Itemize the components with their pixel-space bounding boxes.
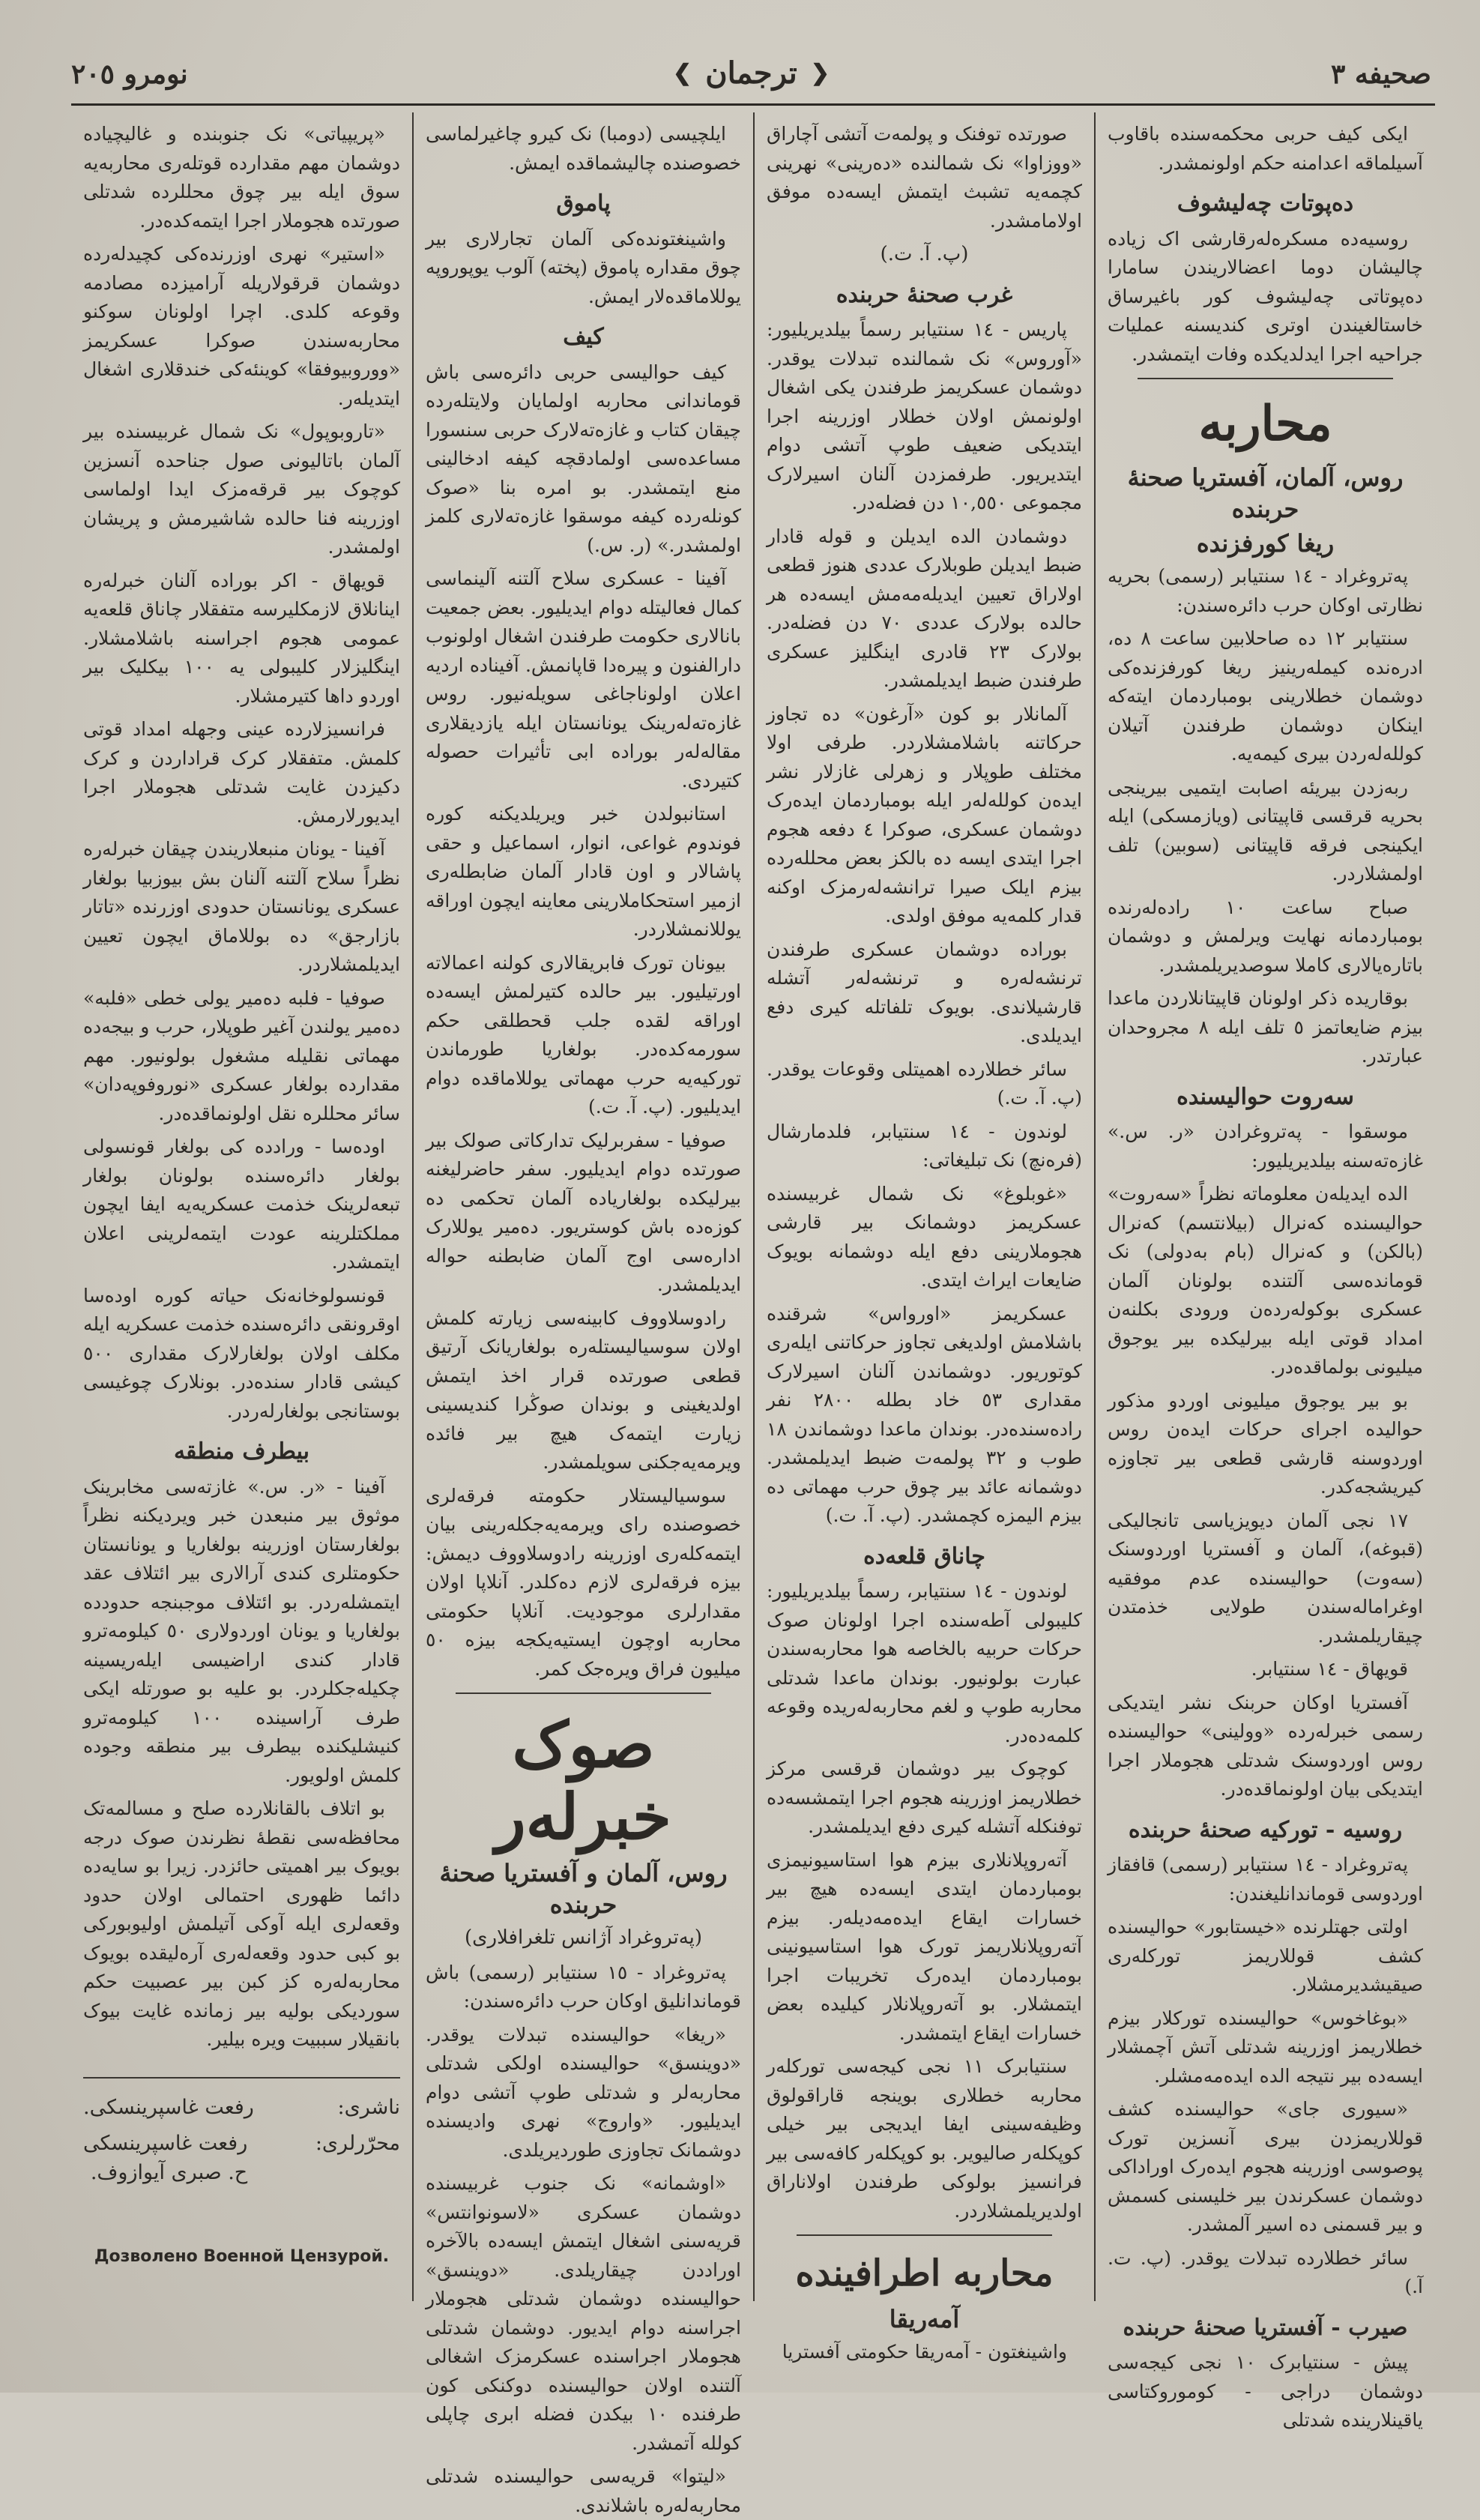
editor-1: رفعت غاسپرینسکی xyxy=(83,2132,248,2155)
paragraph: بوراده دوشمان عسکری طرفندن ترنشەلەرە و ترنشەلەر آتشلە قارشیلاندی. بویوک تلفاتلە کیری دفع ایدیلدی. xyxy=(767,938,1082,1046)
section-heading: چاناق قلعەدە xyxy=(863,1543,985,1570)
page-label: صحیفه ٣ xyxy=(1330,58,1431,90)
subheading: روس، آلمان، آفستریا صحنهٔ حربنده xyxy=(1127,463,1404,523)
editor-2: ح. صبری آیوازوف. xyxy=(90,2160,248,2184)
paragraph: استانبولدن خبر ویریلدیکنە کورە فوندوم غواعی، انوار، اسماعیل و حقی پاشالار و اون قادار آلمان ضابطلەری ازمیر استحکاملارینی معاینە ایچون اوراقە یوللانمشلاردر. xyxy=(426,803,741,940)
paragraph: پەتروغراد - ١٤ سنتیابر (رسمی) بحریە نظارتی اوکان حرب دائرەسندن: xyxy=(1108,565,1423,616)
paragraph: «ریغا» حوالیسندە تبدلات یوقدر. «دوینسق» حوالیسندە اولکی شدتلی محاربەلر و شدتلی طوپ آتشی دوام ایدیلیور. «واروج» نهری وادیسندە دوشمانک تجاوزی طوردیریلدی. xyxy=(426,2023,741,2161)
subheading: روس، آلمان و آفستریا صحنهٔ حربنده xyxy=(439,1859,728,1919)
section-heading: کیف xyxy=(563,324,604,350)
paragraph: بوقاریدە ذکر اولونان قاپیتانلاردن ماعدا بیزم ضایعاتمز ٥ تلف ایلە ٨ مجروحدان عبارتدر. xyxy=(1108,987,1423,1067)
columns xyxy=(71,112,1435,2516)
paragraph: پەتروغراد - ١٥ سنتیابر (رسمی) باش قوماندانلیق اوکان حرب دائرەسندن: xyxy=(426,1961,741,2012)
paragraph: دوشمادن الدە ایدیلن و قولە قادار ضبط ایدیلن طوبلارک عددی هنوز قطعی اولاراق تعیین ایدیلەمەمش ایسەدە هر حالدە بولارک عددی ٧٠ دن فضلەدر. بولارک ٢٣ قادری اینگلیز عسکری طرفندن ضبط ایدیلمشدر. xyxy=(767,525,1083,691)
paragraph: «اوشمانە» نک جنوب غربیسندە دوشمان عسکری «لاسونوانتس» قریەسنی اشغال ایتمش ایسەدە بالآخرە اوراددن چیقاریلدی. «دوینسق» حوالیسندە دوشمان شدتلی هجوملار اجراسنە دوام ایدیور. دوشمان شدتلی هجوملار اجراسندە عسکرمزک اشغالی آلتندە اولان حوالیسندە دوکنکی کون طرفندە ١٠ بیکدن فضلە ابری چاپلی کوللە آتمشدر. xyxy=(426,2172,742,2454)
section-heading: بیطرف منطقه xyxy=(173,1438,310,1465)
divider xyxy=(1138,378,1393,379)
paragraph: سائر خطلاردە تبدلات یوقدر. (پ. ت. آ.) xyxy=(1108,2246,1423,2297)
publisher-row xyxy=(83,2094,400,2123)
section-title: محاربه xyxy=(1198,396,1332,452)
masthead xyxy=(71,52,1431,105)
paragraph: پەتروغراد - ١٤ سنتیابر (رسمی) قافقاز اوردوسی قوماندانلیغندن: xyxy=(1108,1854,1423,1905)
masthead-rule xyxy=(71,103,1435,106)
paragraph: سنتیابرک ١١ نجی کیجەسی تورکلەر محاربە خطلاری بوینجە قاراقولوق وظیفەسینی ایفا ایدیجی بیر خیلی کوپکلەر صالیویر. بو کوپکلەر کافەسی بیر فرانسیز بولوکی طرفندن اولاناراق اولدیریلمشلاردر. xyxy=(767,2055,1082,2222)
section-title: محاربه اطرافینده xyxy=(795,2252,1054,2294)
paragraph: آتەروپلانلاری بیزم هوا استاسیونیمزی بومباردمان ایتدی ایسەدە هیچ بیر خسارات ایقاع ایدەمەدیلەر. بیزم آتەروپلانلاریمز تورک هوا استاسیونینی بومباردمان ایدەرک تخریبات اجرا ایتمشلار. بو آتەروپلانلار کیلیدە بعض خسارات ایقاع ایتمشدر. xyxy=(767,1848,1082,2044)
paragraph: «پریپیاتی» نک جنوبندە و غالیچیادە دوشمان مهم مقداردە قوتلەری محاربەیە سوق ایلە بیر چوق محللردە شدتلی صورتدە هجوملار اجرا ایتمەکدەدر. xyxy=(83,123,400,232)
paragraph: رادوسلاووف کابینەسی زیارتە کلمش اولان سوسیالیستلەرە بولغاریانک آرتیق قطعی صورتدە قرار اخذ ایتمش اولدیغینی و بوندان صوڭرا کندیسینی زیارت ایتمەک هیچ بیر فائدە ویرمەیەجکنی سویلمشدر. xyxy=(426,1306,741,1473)
paragraph: «بوغاخوس» حوالیسندە تورکلار بیزم خطلاریمز اوزرینە شدتلی آتش آچمشلار ایسەدە بیر نتیجە الدە ایدەمەمشلر. xyxy=(1108,2007,1423,2087)
section-heading: پاموق xyxy=(556,190,611,217)
paragraph: اولتی جهتلرندە «خیستابور» حوالیسندە کشف قوللاریمز تورکلەری صیقیشدیرمشلار. xyxy=(1108,1916,1423,1995)
paper-title xyxy=(673,55,830,91)
paragraph: سوسیالیستلار حکومتە فرقەلری خصوصندە رای ویرمەیەجکلەرینی بیان ایتمەکلەری اوزرینە رادوسلاووف دیمش: بیزە فرقەلری لازم دەکلدر. آنلاپا اولان مقدارلری موجودیت. آنلاپا حکومتی محاربە اوچون ایستیەیکجە بیزە ٥٠ میلیون فراق ویرەجک کمر. xyxy=(426,1484,741,1680)
paragraph: بو اتلاف بالقانلاردە صلح و مسالمەتک محافظەسی نقطهٔ نظرندن صوک درجە بویوک بیر اهمیتی حائزدر. زیرا بو سایەدە دائما ظهوری احتمالی اولان حدود وقعەلری ایلە آوکی آتیلمش اولیوبورکی بو کبی حدود وقعەلەری آرەلیقدە بویوک محاربەلەرە کز کبن بیر عصبیت حکم سوردیکی بولیە بیر زماندە غایت بیوک بانقیلار سببیت ویرە بیلیر. xyxy=(83,1797,400,2050)
paragraph: آفینا - «ر. س.» غازتەسی مخابرینک موثوق بیر منبعدن خبر ویردیکنە نظراً بولغارستان اوزرینە بولغاریا و یونانستان حکومتلری کندی آرالاری بیر ائتلاف عقد ایتمشلەردر. بو ائتلاف موجبنجە حدوددە بولغاریا و یونان اوردولاری ٥٠ کیلومەترو قادار کندی اراضیسی ایلەریسینە چکیلەجکلردر. بو علیە بو صورتلە ایکی طرف آراسیندە ١٠٠ کیلومەترو کنیشلیکندە بیطرف بیر منطقە وجودە کلمش اولویور. xyxy=(83,1475,400,1786)
editors-row xyxy=(83,2129,400,2187)
paragraph: لوندون - ١٤ سنتیابر، رسماً بیلدیریلیور: کلیبولی آطەسندە اجرا اولونان صوک حرکات حربیە بالخاصە هوا محاربەسندن عبارت بولونیور. بوندان ماعدا شدتلی محاربە طوپ و لغم محاربەلەریدە وقوعە کلمەدەدر. xyxy=(767,1580,1082,1746)
paragraph: واشینغتوندەکی آلمان تجارلاری بیر چوق مقدارە پاموق (پخته) آلوب یوپوروپە یوللاماقدەلار ایمش. xyxy=(426,227,741,307)
section-title: صوک خبرلەر xyxy=(495,1707,671,1854)
paragraph: روسیەدە مسکرەلەرقارشی اک زیادە چالیشان دوما اعضالاریندن سامارا دەپوتاتی چەلیشوف کور باغیرساق خاستالغیندن اوتری کندیسنە عملیات جراحیە اجرا ایدلدیکدە وفات ایتمشدر. xyxy=(1108,227,1423,365)
paragraph: پاریس - ١٤ سنتیابر رسماً بیلدیریلیور: «آوروس» نک شمالندە تبدلات یوقدر. دوشمان عسکریمز طرفندن یکی اشغال اولونمش اولان خطلار اوزرینە اجرا ایتدیکی ضعیف طوپ آتشی دوام ایتدیریور. طرفمزدن آلنان اسیرلارک مجموعی ١٠,٥٥٠ دن فضلەدر. xyxy=(767,319,1082,513)
section-heading: دەپوتات چەلیشوف xyxy=(1177,190,1354,217)
paragraph: صباح ساعت ١٠ رادەلەرندە بومباردمانە نهایت ویرلمش و دوشمان باتارەیالاری کاملا سوصدیریلمشدر. xyxy=(1108,896,1423,976)
ornament-icon: ❯ xyxy=(673,60,692,86)
paragraph: عسکریمز «اورواس» شرقندە باشلامش اولدیغی تجاوز حرکاتنی ایلەری کوتوریور. دوشماندن آلنان اسیرلارک مقداری ٥٣ خاد بطلە ٢٨٠٠ نفر رادەسندەدر. بوندان ماعدا دوشماندن ١٨ طوب و ٣٢ پولمەت ضبط ایدیلمشدر. دوشمانە عائد بیر چوق حرب مهماتی دە بیزم الیمزە کچمشدر. (پ. آ. ت.) xyxy=(767,1302,1082,1526)
editors-label: محرّرلری: xyxy=(315,2132,400,2155)
paragraph: «سیوری جای» حوالیسندە کشف قوللاریمزدن بیری آنسزین تورک پوصوسی اوزرینە هجوم ایدەرک اوراداکی دوشمان عسکرندن بیر خلیسنی کسمش و بیر قسمنی دە اسیر آلمشدر. xyxy=(1108,2098,1423,2235)
paragraph: الدە ایدیلەن معلوماتە نظراً «سەروت» حوالیسندە کەنرال (بیلانتسم) کەنرال (بالکن) و کەنرال (بام بەدولی) نک قوماندەسی آلتندە بولونان آلمان عسکری بوکولەردەن ورودی بکلنەن امداد قوتی ایلە بیرلیکدە بیر یوجوق میلیونی بولماقدەدر. xyxy=(1108,1183,1423,1378)
ornament-icon: ❮ xyxy=(810,60,830,86)
paragraph: ایلچیسی (دومبا) نک کیرو چاغیرلماسی خصوصندە چالیشماقدە ایمش. xyxy=(426,123,741,174)
section-heading: سەروت حوالیسندە xyxy=(1177,1083,1354,1110)
paragraph: آفستریا اوکان حربنک نشر ایتدیکی رسمی خبرلەردە «وولینی» حوالیسندە روس اوردوسنک شدتلی هجوملار اجرا ایتدیکی بیان اولونماقدەدر. xyxy=(1108,1691,1423,1800)
divider xyxy=(456,1692,711,1694)
paragraph: «لیتوا» قریەسی حوالیسندە شدتلی محاربەلەرە باشلاندی. xyxy=(426,2465,741,2516)
paragraph: آفینا - عسکری سلاح آلتنە آلینماسی کمال فعالیتلە دوام ایدیلیور. بعض جمعیت بانالاری حکومت طرفندن اشغال اولونوب دارالفنون و پیرەدا قاپانمش. آفینادە اردیە اعلان اولوناجاغی سویلەنیور. روس غازەتەلەرینک یونانستان ایلە یازدیقلاری مقالەلەر بوراده ابی تأثیرات حصولە کتیردی. xyxy=(426,567,741,792)
paragraph: فرانسیزلاردە عینی وجهلە امداد قوتی کلمش. متفقلار کرک قراداردن و کرک دکیزدن غایت شدتلی هجوملار اجرا ایدیورلارمش. xyxy=(83,718,400,827)
section-heading: غرب صحنهٔ حربنده xyxy=(836,281,1013,308)
column-4 xyxy=(71,112,412,2301)
section-heading: روسیه - تورکیه صحنهٔ حربنده xyxy=(1128,1816,1403,1843)
subheading: آمەریقا xyxy=(889,2305,960,2333)
column-3 xyxy=(412,112,753,2516)
paragraph: لوندون - ١٤ سنتیابر، فلدمارشال (فرەنچ) نک تبلیغاتی: xyxy=(767,1120,1082,1171)
paragraph: کوچوک بیر دوشمان قرقسی مرکز خطلاریمز اوزرینە هجوم اجرا ایتمشسەدە توفنکلە آتشلە کیری دفع ایدیلمشدر. xyxy=(767,1758,1082,1837)
paragraph: صوفیا - سفربرلیک تدارکاتی صولک بیر صورتدە دوام ایدیلیور. سفر حاضرلیغنە بیرلیکدە بولغاریادە آلمان تحکمی دە کوزەدە باش کوستریور. دەمیر یوللارک ادارەسی اوج آلمان ضابطنە حوالە ایدیلمشدر. xyxy=(426,1129,741,1295)
paragraph: صورتدە توفنک و پولمەت آتشی آچاراق «ووزاوا» نک شمالندە «دەرینی» نهرینی کچمەیە تشبث ایتمش ایسەدە موفق اولامامشدر. xyxy=(767,123,1082,232)
imprint xyxy=(83,2077,400,2188)
divider xyxy=(797,2234,1052,2236)
paragraph: صوفیا - فلبە دەمیر یولی خطی «فلبە» دەمیر یولندن آغیر طوپلار، حرب و بیجەدە مهماتی نقلیلە مشغول بولونیور. مهم مقداردە بولغار عسکری «نوروفوپەدان» سائر محللرە نقل اولونماقدەدر. xyxy=(83,986,400,1124)
paragraph: آفینا - یونان منبعلاریندن چیقان خبرلەرە نظراً سلاح آلتنە آلنان بش بیوزبیا بولغار عسکری یونانستان حدودی اوزرندە «تاتار بازارجق» دە بوللاماق ایچون تعیین ایدیلمشلاردر. xyxy=(83,838,400,975)
paragraph: «غوبلوغ» نک شمال غربیسندە عسکریمز دوشمانک بیر قارشی هجوملارینی دفع ایلە دوشمانە بویوک ضایعات ایراث ایتدی. xyxy=(767,1182,1082,1291)
issue-number: نومرو ٢٠٥ xyxy=(71,58,188,90)
paragraph: اودەسا - وراددە کی بولغار قونسولی بولغار دائرەسندە بولونان بولغار تبعەلرینک خذمت عسکریەیە ایفا ایچون مملکتلرینە عودت ایتمەلرینی اعلان ایتمشدر. xyxy=(83,1136,400,1273)
paragraph: آلمانلار بو کون «آرغون» دە تجاوز حرکاتنە باشلامشلاردر. طرفی اولا مختلف طوپلار و زهرلی غازلار نشر ایدەن کوللەلەر ایلە بومباردمان ایدەرک دوشمان عسکری، صوکرا ٤ دفعە هجوم اجرا ایتدی ایسە دە بالکز بعض محللەردە بیزم ایلک صیرا ترانشەلەرمزک اوکنە قدار کلمەیە موفق اولدی. xyxy=(767,702,1082,926)
paragraph: بیونان تورک فابریقالاری کولنە اعمالاتە اورتیلیور. بیر حالدە کتیرلمش ایسەدە اوراقە لقدە جلب قحطلقی حکم سورمەکدەدر. بولغاریا طورماندن تورکیەیە حرب مهماتی یوللاماقدە دوام ایدیلیور. (پ. آ. ت.) xyxy=(426,951,741,1118)
paragraph: سائر خطلاردە اهمیتلی وقوعات یوقدر. (پ. آ. ت.) xyxy=(767,1058,1082,1109)
paragraph: پیش - سنتیابرک ١٠ نجی کیجەسی دوشمان دراجی - کوموروکتاسی یاقینلاریندە شدتلی xyxy=(1108,2351,1423,2431)
paragraph: قونسولوخانەنک حیاتە کورە اودەسا اوقرونقی دائرەسندە خذمت عسکریە ایلە مکلف اولان بولغارلارک مقداری ٥٠٠ کیشی قادار سندەدر. بونلارک چوغیسی بوستانجی بولغارلەردر. xyxy=(83,1284,400,1422)
paragraph: «استیر» نهری اوزرندەکی کچیدلەردە دوشمان قرقولاریلە آرامیزدە مصادمە وقوعە کلدی. اچرا اولونان سوکنو محاربەسندن صوکرا عسکریمز «ووروبیوفقا» کوینئەکی خندقلاری اشغال ایتدیلەر. xyxy=(83,243,400,409)
paragraph: ایکی کیف حربی محکمه‌سنده باقاوب آسیلماقه اعدامنه حکم اولونمشدر. xyxy=(1108,123,1423,174)
source-tag: (پ. آ. ت.) xyxy=(880,243,969,265)
paragraph: ربەزدن بیریئە اصابت ایتمیی بیرینجی بحریە قرقسی قاپیتانی (ویازمسکی) ایلە ایکینجی فرقە قاپیتانی (سوبین) تلف اولمشلاردر. xyxy=(1108,776,1423,884)
paragraph: موسقوا - پەتروغرادن «ر. س.» غازەتەسنە بیلدیریلیور: xyxy=(1108,1121,1423,1172)
paragraph: کیف حوالیسی حربی دائرەسی باش قوماندانی محاربە اولمایان ولایتلەردە چیقان کتاب و غازەتەلارک حربی سنسورا مساعدەسی اولمادقچە کیفە ادخالینی منع ایتمشدر. بو امرە بنا «صوک کونلەردە کیفە موسقوا غازەتەلاری کلمز اولمشدر.» (ر. س.) xyxy=(426,361,741,556)
paragraph: بو بیر یوجوق میلیونی اوردو مذکور حوالیدە اجرای حرکات ایدەن روس اوردوسنە قارشی قطعی بیر تجاوزە کیریشجەکدر. xyxy=(1108,1389,1423,1498)
paragraph: قویهاق - اکر بوراده آلنان خبرلەرە اینانلاق لازمکلیرسە متفقلار چاناق قلعەیە عمومی هجوم اجراسنە باشلامشلار. اینگلیزلار کلیبولی یە ١٠٠ بیکلیک بیر اوردو داها کتیرمشلار. xyxy=(83,569,400,707)
paragraph: سنتیابر ١٢ دە صاحلابین ساعت ٨ دە، ادرەندە کیملەرینیز ریغا کورفزندەکی دوشمان خطلارینی بومباردمان ایتەکە اینکان دوشمان طرفندن آتیلان کوللەلەردن بیری کیمەیە. xyxy=(1108,627,1423,765)
paper-name: ترجمان xyxy=(705,55,797,91)
publisher-name: رفعت غاسپرینسکی. xyxy=(83,2095,254,2119)
publisher-label: ناشری: xyxy=(337,2095,400,2119)
section-heading: صیرب - آفستریا صحنهٔ حربنده xyxy=(1123,2314,1408,2341)
subheading: ریغا کورفزنده xyxy=(1196,529,1335,558)
paragraph: قویهاق - ١٤ سنتیابر. xyxy=(1251,1658,1408,1680)
column-1 xyxy=(1094,112,1435,2431)
censor-note: Дозволено Военной Цензурой. xyxy=(94,2246,390,2266)
source-tag: (پەتروغراد آژانس تلغرافلاری) xyxy=(464,1926,703,1949)
paragraph: «تاروبوپول» نک شمال غربیسندە بیر آلمان باتالیونی صول جناحدە آنسزین کوچوک بیر قرقەمزک ایدا اولماسی اوزرینە فنا حالدە شاشیرمش و پریشان اولمشدر. xyxy=(83,420,400,558)
paragraph: ١٧ نجی آلمان دیویزیاسی تانجالیکی (قبوغە)، آلمان و آفستریا اوردوسنک (سەوت) حوالیسندە عدم موفقیە اوغرامالەسندن طولایی خذمتدن چیقاریلمشدر. xyxy=(1108,1509,1423,1647)
editor-names xyxy=(83,2129,247,2187)
paragraph: واشینغتون - آمەریقا حکومتی آفستریا xyxy=(782,2341,1067,2363)
column-2 xyxy=(753,112,1094,2363)
